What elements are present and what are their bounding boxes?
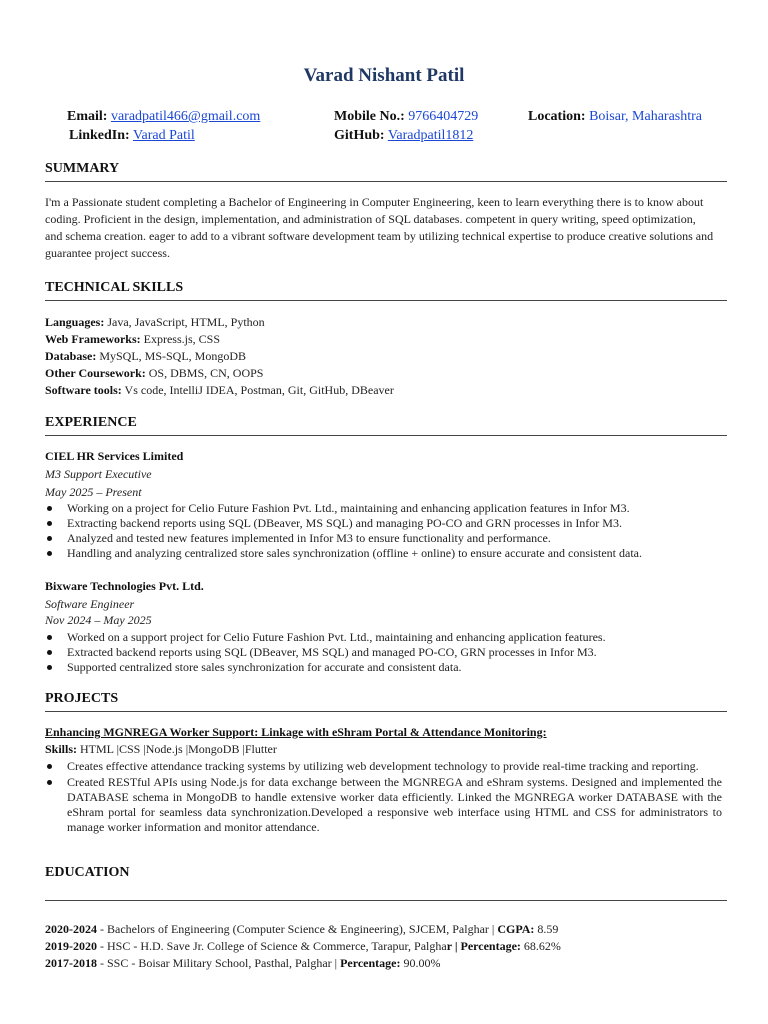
education-heading: EDUCATION [45, 865, 130, 880]
skill-software-tools: Software tools: Vs code, IntelliJ IDEA, Postman, Git, GitHub, DBeaver [45, 383, 394, 397]
summary-divider [45, 181, 727, 182]
experience-heading: EXPERIENCE [45, 415, 137, 430]
skill-languages: Languages: Java, JavaScript, HTML, Python [45, 315, 265, 329]
list-item: Created RESTful APIs using Node.js for data exchange between the MGNREGA and eShram systems. Designed and implemented the DATABASE schema in MongoDB to handle extensive worker data efficiently. Linked the MGNREGA worker DATABASE with the eShram portal for seamless data synchronization.Developed a responsive web interface using HTML and CSS for administrators to manage worker information and monitor attendance. [45, 775, 722, 835]
project-skills: Skills: HTML |CSS |Node.js |MongoDB |Flutter [45, 742, 277, 756]
projects-divider [45, 711, 727, 712]
job-dates: Nov 2024 – May 2025 [45, 613, 152, 627]
mobile-row [334, 108, 478, 126]
job-company: Bixware Technologies Pvt. Ltd. [45, 579, 204, 593]
github-label: GitHub: [334, 128, 385, 143]
email-link[interactable]: varadpatil466@gmail.com [110, 109, 261, 124]
skills-divider [45, 300, 727, 301]
linkedin-label: LinkedIn: [69, 128, 130, 143]
mobile-label: Mobile No.: [334, 109, 405, 124]
skill-coursework: Other Coursework: OS, DBMS, CN, OOPS [45, 366, 264, 380]
list-item: Extracted backend reports using SQL (DBeaver, MS SQL) and managed PO-CO, GRN processes in Infor M3. [45, 645, 725, 660]
education-row: 2017-2018 - SSC - Boisar Military School, Pasthal, Palghar | Percentage: 90.00% [45, 956, 441, 970]
job-role: Software Engineer [45, 597, 135, 611]
job-bullets [45, 630, 725, 675]
skill-database: Database: MySQL, MS-SQL, MongoDB [45, 349, 247, 363]
project-title: Enhancing MGNREGA Worker Support: Linkage with eShram Portal & Attendance Monitoring: [45, 725, 547, 739]
linkedin-link[interactable]: Varad Patil [132, 128, 195, 143]
project-bullets [45, 759, 722, 836]
github-row [334, 127, 473, 145]
skill-web-frameworks: Web Frameworks: Express.js, CSS [45, 332, 221, 346]
list-item: Handling and analyzing centralized store sales synchronization (offline + online) to ensure accurate and consistent data. [45, 546, 725, 561]
job-role: M3 Support Executive [45, 467, 152, 481]
location-row [528, 108, 702, 126]
summary-heading: SUMMARY [45, 161, 120, 176]
list-item: Worked on a support project for Celio Future Fashion Pvt. Ltd., maintaining and enhancing application features. [45, 630, 725, 645]
education-row: 2020-2024 - Bachelors of Engineering (Computer Science & Engineering), SJCEM, Palghar | CGPA: 8.59 [45, 922, 559, 936]
list-item: Creates effective attendance tracking systems by utilizing web development technology to provide real-time tracking and reporting. [45, 759, 722, 774]
location-value: Boisar, Maharashtra [589, 109, 703, 124]
job-bullets [45, 501, 725, 561]
linkedin-row [69, 127, 195, 145]
education-divider [45, 900, 727, 901]
job-company: CIEL HR Services Limited [45, 449, 184, 463]
email-label: Email: [67, 109, 108, 124]
projects-heading: PROJECTS [45, 691, 119, 706]
job-dates: May 2025 – Present [45, 485, 142, 499]
github-link[interactable]: Varadpatil1812 [387, 128, 474, 143]
list-item: Analyzed and tested new features implemented in Infor M3 to ensure functionality and performance. [45, 531, 725, 546]
list-item: Working on a project for Celio Future Fashion Pvt. Ltd., maintaining and enhancing application features in Infor M3. [45, 501, 725, 516]
email-row [67, 108, 260, 126]
list-item: Supported centralized store sales synchronization for accurate and consistent data. [45, 660, 725, 675]
location-label: Location: [528, 109, 586, 124]
experience-divider [45, 435, 727, 436]
list-item: Extracting backend reports using SQL (DBeaver, MS SQL) and managing PO-CO and GRN processes in Infor M3. [45, 516, 725, 531]
skills-heading: TECHNICAL SKILLS [45, 280, 184, 295]
education-row: 2019-2020 - HSC - H.D. Save Jr. College of Science & Commerce, Tarapur, Palghar | Percentage: 68.62% [45, 939, 561, 953]
mobile-number: 9766404729 [408, 109, 479, 124]
summary-text: I'm a Passionate student completing a Bachelor of Engineering in Computer Engineering, keen to learn everything there is to know about coding. Proficient in the design, implementation, and administration of SQL databases. competent in query writing, speed optimization, and schema creation. eager to add to a vibrant software development team by utilizing technical expertise to produce creative solutions and guarantee project success. [45, 195, 714, 260]
candidate-name: Varad Nishant Patil [303, 65, 465, 86]
